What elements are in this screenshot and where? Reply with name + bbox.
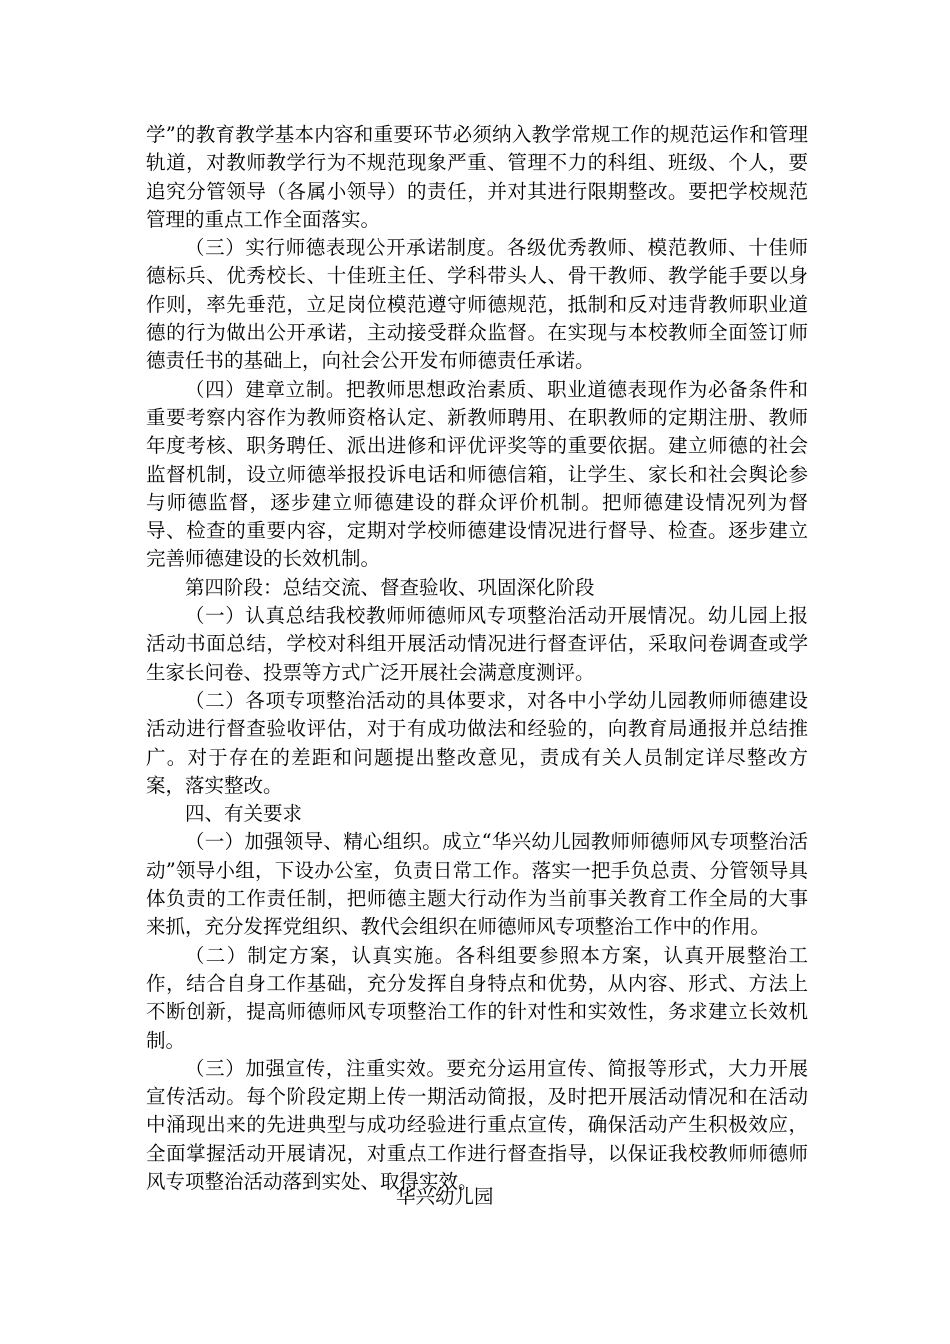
paragraph-summary: （一）认真总结我校教师师德师风专项整治活动开展情况。幼儿园上报活动书面总结，学校对科组开展活动情况进行督查评估，采取问卷调查或学生家长问卷、投票等方式广泛开展社会满意度测评。 [146,604,808,684]
paragraph-leadership: （一）加强领导、精心组织。成立“华兴幼儿园教师师德师风专项整治活动”领导小组，下设办公室，负责日常工作。落实一把手负总责、分管领导具体负责的工作责任制，把师德主题大行动作为当前事关教育工作全局的大事来抓，充分发挥党组织、教代会组织在师德师风专项整治工作中的作用。 [146,830,808,939]
paragraph-publicity: （三）加强宣传，注重实效。要充分运用宣传、简报等形式，大力开展宣传活动。每个阶段定期上传一期活动简报，及时把开展活动情况和在活动中涌现出来的先进典型与成功经验进行重点宣传，确保活动产生积极效应，全面掌握活动开展请况，对重点工作进行督查指导，以保证我校教师师德师风专项整治活动落到实处、取得实效。 [146,1056,808,1193]
paragraph-inspection: （二）各项专项整治活动的具体要求，对各中小学幼儿园教师师德建设活动进行督查验收评估，对于有成功做法和经验的，向教育局通报并总结推广。对于存在的差距和问题提出整改意见，责成有关人员制定详尽整改方案，落实整改。 [146,688,808,797]
paragraph-regulations: （四）建章立制。把教师思想政治素质、职业道德表现作为必备条件和重要考察内容作为教师资格认定、新教师聘用、在职教师的定期注册、教师年度考核、职务聘任、派出进修和评优评奖等的重要依据。建立师德的社会监督机制，设立师德举报投诉电话和师德信箱，让学生、家长和社会舆论参与师德监督，逐步建立师德建设的群众评价机制。把师德建设情况列为督导、检查的重要内容，定期对学校师德建设情况进行督导、检查。逐步建立完善师德建设的长效机制。 [146,377,808,571]
signature-organization: 华兴幼儿园 [396,1185,494,1208]
stage-four-heading: 第四阶段：总结交流、督查验收、巩固深化阶段 [185,575,595,599]
document-body [146,121,808,1196]
paragraph-plan: （二）制定方案，认真实施。各科组要参照本方案，认真开展整治工作，结合自身工作基础，充分发挥自身特点和优势，从内容、形式、方法上不断创新，提高师德师风专项整治工作的针对性和实效性，务求建立长效机制。 [146,943,808,1052]
section-requirements-heading: 四、有关要求 [185,802,303,826]
paragraph-pledge-system: （三）实行师德表现公开承诺制度。各级优秀教师、模范教师、十佳师德标兵、优秀校长、十佳班主任、学科带头人、骨干教师、教学能手要以身作则，率先垂范，立足岗位模范遵守师德规范，抵制和反对违背教师职业道德的行为做出公开承诺，主动接受群众监督。在实现与本校教师全面签订师德责任书的基础上，向社会公开发布师德责任承诺。 [146,236,808,373]
paragraph-continuation: 学”的教育教学基本内容和重要环节必须纳入教学常规工作的规范运作和管理轨道，对教师教学行为不规范现象严重、管理不力的科组、班级、个人，要追究分管领导（各属小领导）的责任，并对其进行限期整改。要把学校规范管理的重点工作全面落实。 [146,123,808,231]
